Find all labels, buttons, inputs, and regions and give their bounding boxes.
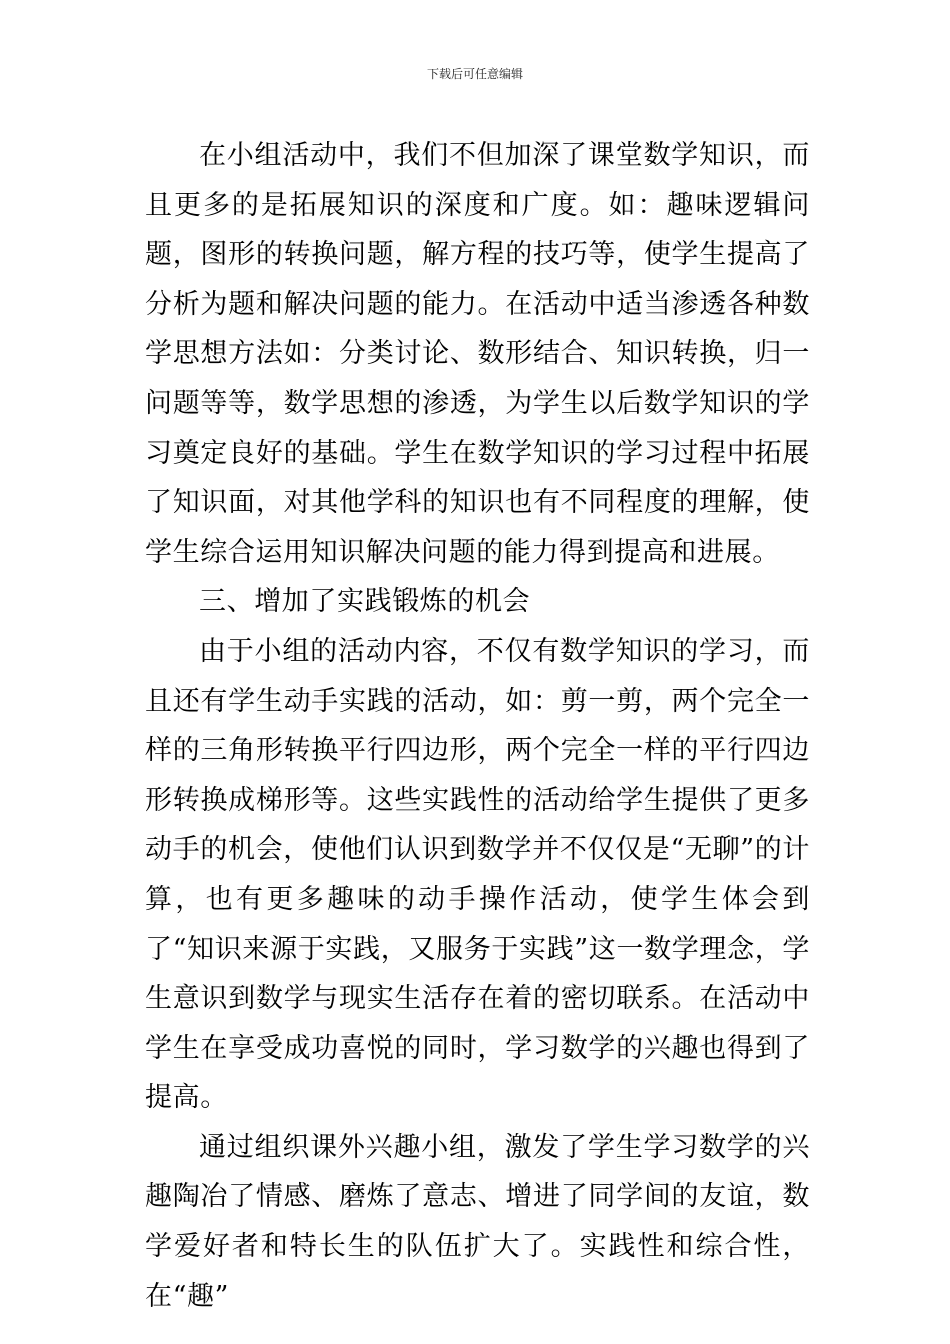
paragraph-group-activity: 在小组活动中，我们不但加深了课堂数学知识，而且更多的是拓展知识的深度和广度。如：趣味逻辑问题，图形的转换问题，解方程的技巧等，使学生提高了分析为题和解决问题的能力。在活动中适当渗透各种数学思想方法如：分类讨论、数形结合、知识转换，归一问题等等，数学思想的渗透，为学生以后数学知识的学习奠定良好的基础。学生在数学知识的学习过程中拓展了知识面，对其他学科的知识也有不同程度的理解，使学生综合运用知识解决问题的能力得到提高和进展。 bbox=[145, 140, 810, 568]
paragraph-summary: 通过组织课外兴趣小组，激发了学生学习数学的兴趣陶冶了情感、磨炼了意志、增进了同学间的友谊，数学爱好者和特长生的队伍扩大了。实践性和综合性，在“趣” bbox=[145, 1131, 810, 1312]
paragraph-practice-activities: 由于小组的活动内容，不仅有数学知识的学习，而且还有学生动手实践的活动，如：剪一剪，两个完全一样的三角形转换平行四边形，两个完全一样的平行四边形转换成梯形等。这些实践性的活动给学生提供了更多动手的机会，使他们认识到数学并不仅仅是“无聊”的计算，也有更多趣味的动手操作活动，使学生体会到了“知识来源于实践，又服务于实践”这一数学理念，学生意识到数学与现实生活存在着的密切联系。在活动中学生在享受成功喜悦的同时，学习数学的兴趣也得到了提高。 bbox=[145, 635, 810, 1114]
section-heading-practice: 三、增加了实践锻炼的机会 bbox=[199, 586, 531, 618]
document-body bbox=[145, 131, 810, 1321]
page-header: 下载后可任意编辑 bbox=[426, 67, 523, 81]
